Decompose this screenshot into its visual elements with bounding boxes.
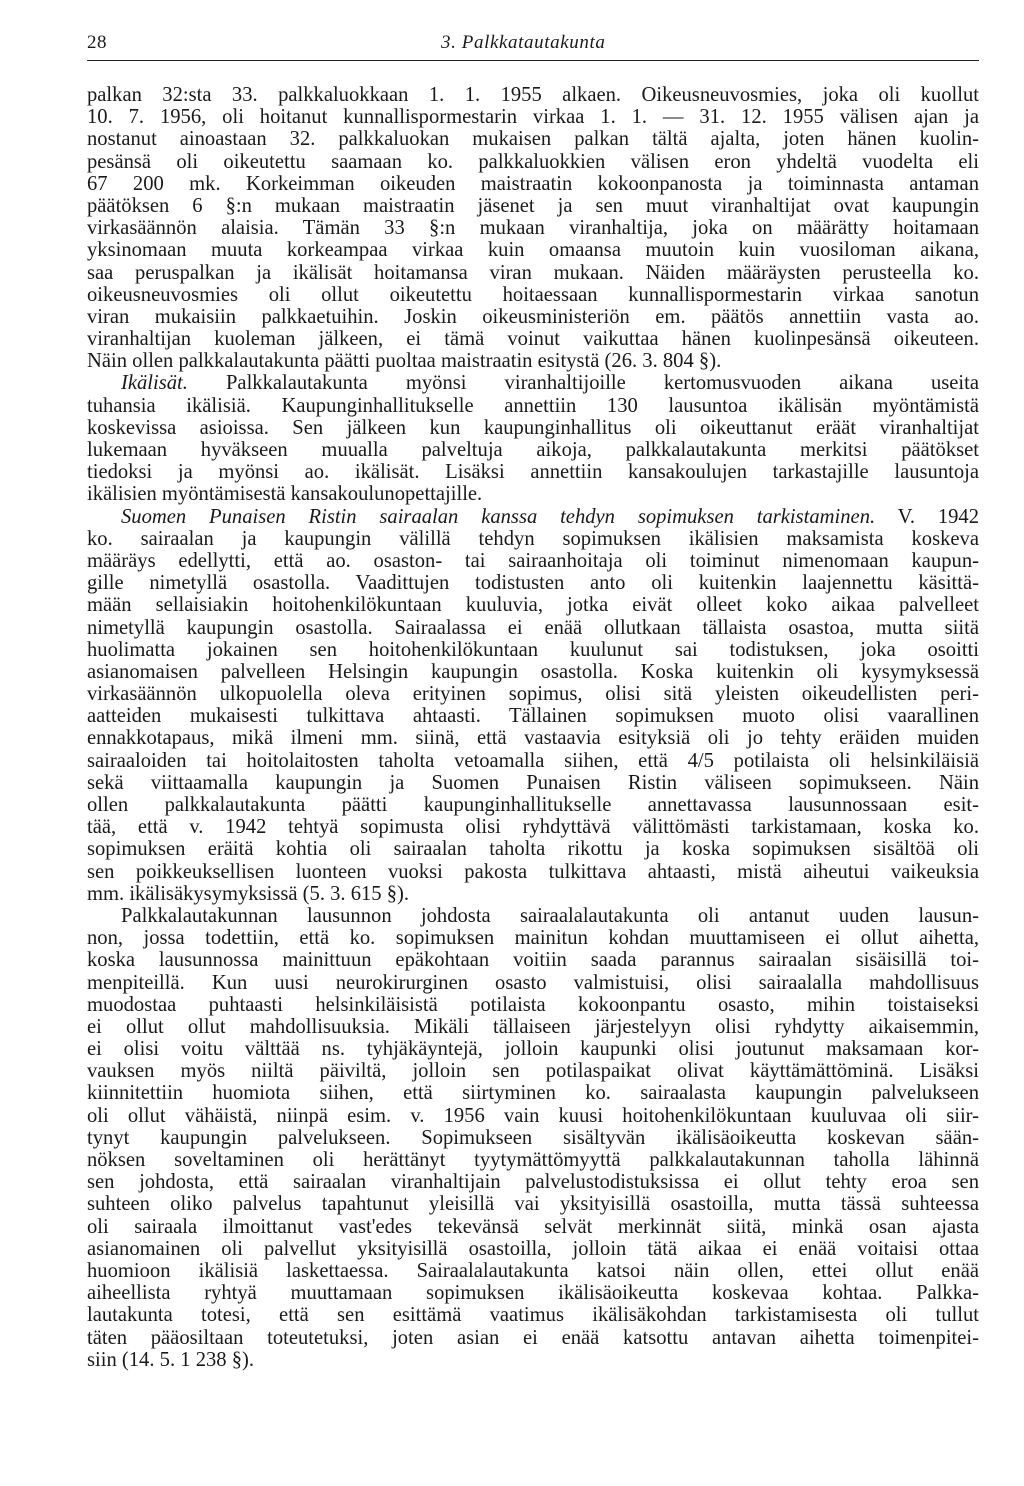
- line-text: huomioon ikälisiä laskettaessa. Sairaalalautakunta katsoi näin ollen, ettei ollut enää: [87, 1259, 979, 1282]
- line-text: määräys edellytti, että ao. osaston- tai sairaanhoitaja oli toiminut nimenomaan kaupun-: [87, 549, 979, 572]
- text-line: [87, 1082, 979, 1104]
- text-line: [87, 217, 979, 239]
- line-text: nimetyllä kaupungin osastolla. Sairaalassa ei enää ollutkaan tällaista osastoa, mutta siitä: [87, 616, 979, 639]
- text-line: [87, 173, 979, 195]
- line-text: ollen palkkalautakunta päätti kaupunginhallitukselle annettavassa lausunnossaan esit-: [87, 794, 979, 816]
- line-text: gille nimetyllä osastolla. Vaadittujen todistusten anto oli kuitenkin laajennettu käsittä-: [87, 572, 979, 595]
- line-text: palkan 32:sta 33. palkkaluokkaan 1. 1. 1955 alkaen. Oikeusneuvosmies, joka oli kuollut: [87, 84, 979, 106]
- line-text: nostanut ainoastaan 32. palkkaluokan mukaisen palkan tältä ajalta, joten hänen kuolin-: [87, 128, 979, 151]
- text-line: [87, 927, 979, 949]
- text-line: [87, 350, 979, 372]
- line-text: ennakkotapaus, mikä ilmeni mm. siinä, että vastaavia esityksiä oli jo tehty eräiden muiden: [87, 727, 979, 750]
- line-text: viran mukaisiin palkkaetuihin. Joskin oikeusministeriön em. päätös annettiin vasta ao.: [87, 305, 979, 328]
- text-line: [87, 816, 979, 838]
- text-line: [87, 1327, 979, 1349]
- text-line: [87, 483, 979, 505]
- text-line: [87, 1105, 979, 1127]
- text-line: [87, 1016, 979, 1038]
- text-line: [87, 1282, 979, 1304]
- text-line: [87, 239, 979, 261]
- body-text: [87, 84, 979, 1371]
- text-line: [87, 328, 979, 350]
- line-text: asianomaisen palvelleen Helsingin kaupungin osastolla. Koska kuitenkin oli kysymyksessä: [87, 660, 979, 683]
- line-text: oli ollut vähäistä, niinpä esim. v. 1956 vain kuusi hoitohenkilökuntaan kuuluvaa oli siir-: [87, 1104, 979, 1127]
- line-text: siin (14. 5. 1 238 §).: [87, 1348, 255, 1371]
- line-text: yksinomaan muuta korkeampaa virkaa kuin omaansa muutoin kuin vuosiloman aikana,: [87, 239, 979, 262]
- text-line: [87, 1127, 979, 1149]
- line-text: oikeusneuvosmies oli ollut oikeutettu hoitaessaan kunnallispormestarin virkaa sanotun: [87, 283, 979, 306]
- text-line: [87, 750, 979, 772]
- line-text: tiedoksi ja myönsi ao. ikälisät. Lisäksi annettiin kansakoulujen tarkastajille lausuntoja: [87, 461, 979, 484]
- line-text: oli sairaala ilmoittanut vast'edes tekevänsä selvät merkinnät siitä, minkä osan ajasta: [87, 1215, 979, 1238]
- text-line: [87, 1238, 979, 1260]
- line-text: kiinnitettiin huomiota siihen, että siirtyminen ko. sairaalasta kaupungin palvelukseen: [87, 1082, 979, 1105]
- line-text: 10. 7. 1956, oli hoitanut kunnallispormestarin virkaa 1. 1. — 31. 12. 1955 välisen ajan ja: [87, 106, 979, 129]
- line-text: virkasäännön alaisia. Tämän 33 §:n mukaan viranhaltija, joka on määrätty hoitamaan: [87, 217, 979, 240]
- text-line: [87, 572, 979, 594]
- text-line: [87, 1149, 979, 1171]
- text-line: [87, 1193, 979, 1215]
- text-line: [87, 794, 979, 816]
- text-line: [87, 284, 979, 306]
- line-text: koska lausunnossa mainittuun epäkohtaan voitiin saada parannus sairaalan sisäisillä toi-: [87, 949, 979, 972]
- text-line: [87, 372, 979, 394]
- line-text: asianomainen oli palvellut yksityisillä osastoilla, jolloin tätä aikaa ei enää voitaisi ottaa: [87, 1237, 979, 1260]
- text-line: [87, 461, 979, 483]
- line-text: ei ollut ollut mahdollisuuksia. Mikäli tällaiseen järjestelyyn olisi ryhdytty aikaisemmin,: [87, 1015, 979, 1038]
- text-line: [87, 594, 979, 616]
- text-line: [87, 550, 979, 572]
- line-text: mään sellaisiakin hoitohenkilökuntaan kuuluvia, jotka eivät olleet koko aikaa palvelleet: [87, 594, 979, 617]
- running-head: 3. Palkkatautakunta: [441, 32, 606, 53]
- text-line: [87, 528, 979, 550]
- text-line: [87, 106, 979, 128]
- italic-heading: Suomen Punaisen Ristin sairaalan kanssa tehdyn sopimuksen tarkistaminen.: [121, 505, 876, 528]
- text-line: [87, 1304, 979, 1326]
- line-text: muodostaa puhtaasti helsinkiläisistä potilaista kokoonpantu osasto, mihin toistaiseksi: [87, 993, 979, 1016]
- line-text: ko. sairaalan ja kaupungin välillä tehdyn sopimuksen ikälisien maksamista koskeva: [87, 527, 979, 550]
- text-line: [87, 1060, 979, 1082]
- text-line: [87, 1216, 979, 1238]
- line-text: aatteiden mukaisesti tulkittava ahtaasti. Tällainen sopimuksen muoto olisi vaarallinen: [87, 705, 979, 728]
- line-text: lukemaan hyväkseen muualla palveltuja aikoja, palkkalautakunta merkitsi päätökset: [87, 439, 979, 461]
- line-text: lautakunta totesi, että sen esittämä vaatimus ikälisäkohdan tarkistamisesta oli tullut: [87, 1304, 979, 1327]
- text-line: [87, 395, 979, 417]
- line-text: ei olisi voitu välttää ns. tyhjäkäyntejä, jolloin kaupunki olisi joutunut maksamaan kor-: [87, 1038, 979, 1061]
- text-line: [87, 84, 979, 106]
- line-text: viranhaltijan kuoleman jälkeen, ei tämä voinut vaikuttaa hänen kuolinpesänsä oikeuteen.: [87, 328, 979, 351]
- text-line: [87, 883, 979, 905]
- text-line: [87, 972, 979, 994]
- text-line: [87, 905, 979, 927]
- line-text: tynyt kaupungin palvelukseen. Sopimukseen sisältyvän ikälisäoikeutta koskevan sään-: [87, 1126, 979, 1149]
- text-line: [87, 306, 979, 328]
- text-line: [87, 727, 979, 749]
- line-text: suhteen oliko palvelus tapahtunut yleisillä vai yksityisillä osastoilla, mutta tässä suhteessa: [87, 1193, 979, 1216]
- line-text: koskevissa asioissa. Sen jälkeen kun kaupunginhallitus oli oikeuttanut eräät viranhaltijat: [87, 416, 979, 439]
- line-text: päätöksen 6 §:n mukaan maistraatin jäsenet ja sen muut viranhaltijat ovat kaupungin: [87, 194, 979, 217]
- text-line: [87, 949, 979, 971]
- line-text: tää, että v. 1942 tehtyä sopimusta olisi ryhdyttävä välittömästi tarkistamaan, koska ko.: [87, 816, 979, 839]
- text-line: [87, 1260, 979, 1282]
- line-text: sopimuksen eräitä kohtia oli sairaalan taholta rikottu ja koska sopimuksen sisältöä oli: [87, 838, 979, 861]
- line-text: Palkkalautakunnan lausunnon johdosta sairaalalautakunta oli antanut uuden lausun-: [121, 904, 979, 927]
- line-text: huolimatta jokainen sen hoitohenkilökuntaan kuulunut sai todistuksen, joka osoitti: [87, 638, 979, 661]
- line-text: ikälisien myöntämisestä kansakoulunopettajille.: [87, 483, 483, 506]
- text-line: [87, 661, 979, 683]
- line-text: menpiteillä. Kun uusi neurokirurginen osasto valmistuisi, olisi sairaalalla mahdollisuus: [87, 971, 979, 994]
- line-text: tuhansia ikälisiä. Kaupunginhallitukselle annettiin 130 lausuntoa ikälisän myöntämistä: [87, 394, 979, 417]
- text-line: [87, 772, 979, 794]
- text-line: [87, 617, 979, 639]
- line-text: sen poikkeuksellisen luonteen vuoksi pakosta tulkittava ahtaasti, mistä aiheutui vaikeuksia: [87, 860, 979, 883]
- page-header: [87, 30, 979, 61]
- line-text: non, jossa todettiin, että ko. sopimuksen mainitun kohdan muuttamiseen ei ollut aihetta,: [87, 927, 979, 950]
- text-line: [87, 417, 979, 439]
- line-text: pesänsä oli oikeutettu saamaan ko. palkkaluokkien välisen eron yhdeltä vuodelta eli: [87, 150, 979, 173]
- text-line: [87, 861, 979, 883]
- line-text: vauksen myös niiltä päiviltä, jolloin sen potilaspaikat olivat käyttämättöminä. Lisäksi: [87, 1060, 979, 1083]
- line-text: sairaaloiden tai hoitolaitosten taholta vetoamalla siihen, että 4/5 potilaista oli helsinkiläisiä: [87, 749, 979, 772]
- line-text: aiheellista ryhtyä muuttamaan sopimuksen ikälisäoikeutta koskevaa kohtaa. Palkka-: [87, 1282, 979, 1305]
- line-text: täten pääosiltaan toteutetuksi, joten asian ei enää katsottu antavan aihetta toimenpitei-: [87, 1326, 979, 1349]
- text-line: [87, 1349, 979, 1371]
- text-line: [87, 195, 979, 217]
- line-text: V. 1942: [875, 505, 980, 528]
- line-text: 67 200 mk. Korkeimman oikeuden maistraatin kokoonpanosta ja toiminnasta antaman: [87, 172, 979, 195]
- line-text: saa peruspalkan ja ikälisät hoitamansa viran mukaan. Näiden määräysten perusteella ko.: [87, 261, 979, 284]
- line-text: Näin ollen palkkalautakunta päätti puoltaa maistraatin esitystä (26. 3. 804 §).: [87, 350, 722, 373]
- line-text: virkasäännön ulkopuolella oleva erityinen sopimus, olisi sitä yleisten oikeudellisten peri-: [87, 683, 979, 706]
- line-text: mm. ikälisäkysymyksissä (5. 3. 615 §).: [87, 882, 410, 905]
- text-line: [87, 639, 979, 661]
- text-line: [87, 705, 979, 727]
- line-text: nöksen soveltaminen oli herättänyt tyytymättömyyttä palkkalautakunnan taholla lähinnä: [87, 1149, 979, 1171]
- text-line: [87, 151, 979, 173]
- text-line: [87, 683, 979, 705]
- line-text: sekä viittaamalla kaupungin ja Suomen Punaisen Ristin väliseen sopimukseen. Näin: [87, 771, 979, 794]
- line-text: Palkkalautakunta myönsi viranhaltijoille kertomusvuoden aikana useita: [187, 372, 979, 395]
- text-line: [87, 128, 979, 150]
- italic-heading: Ikälisät.: [121, 372, 188, 395]
- page-number: 28: [87, 32, 107, 53]
- text-line: [87, 838, 979, 860]
- text-line: [87, 1171, 979, 1193]
- line-text: sen johdosta, että sairaalan viranhaltijain palvelustodistuksissa ei ollut tehty eroa sen: [87, 1171, 979, 1194]
- text-line: [87, 439, 979, 461]
- text-line: [87, 262, 979, 284]
- text-line: [87, 506, 979, 528]
- text-line: [87, 994, 979, 1016]
- text-line: [87, 1038, 979, 1060]
